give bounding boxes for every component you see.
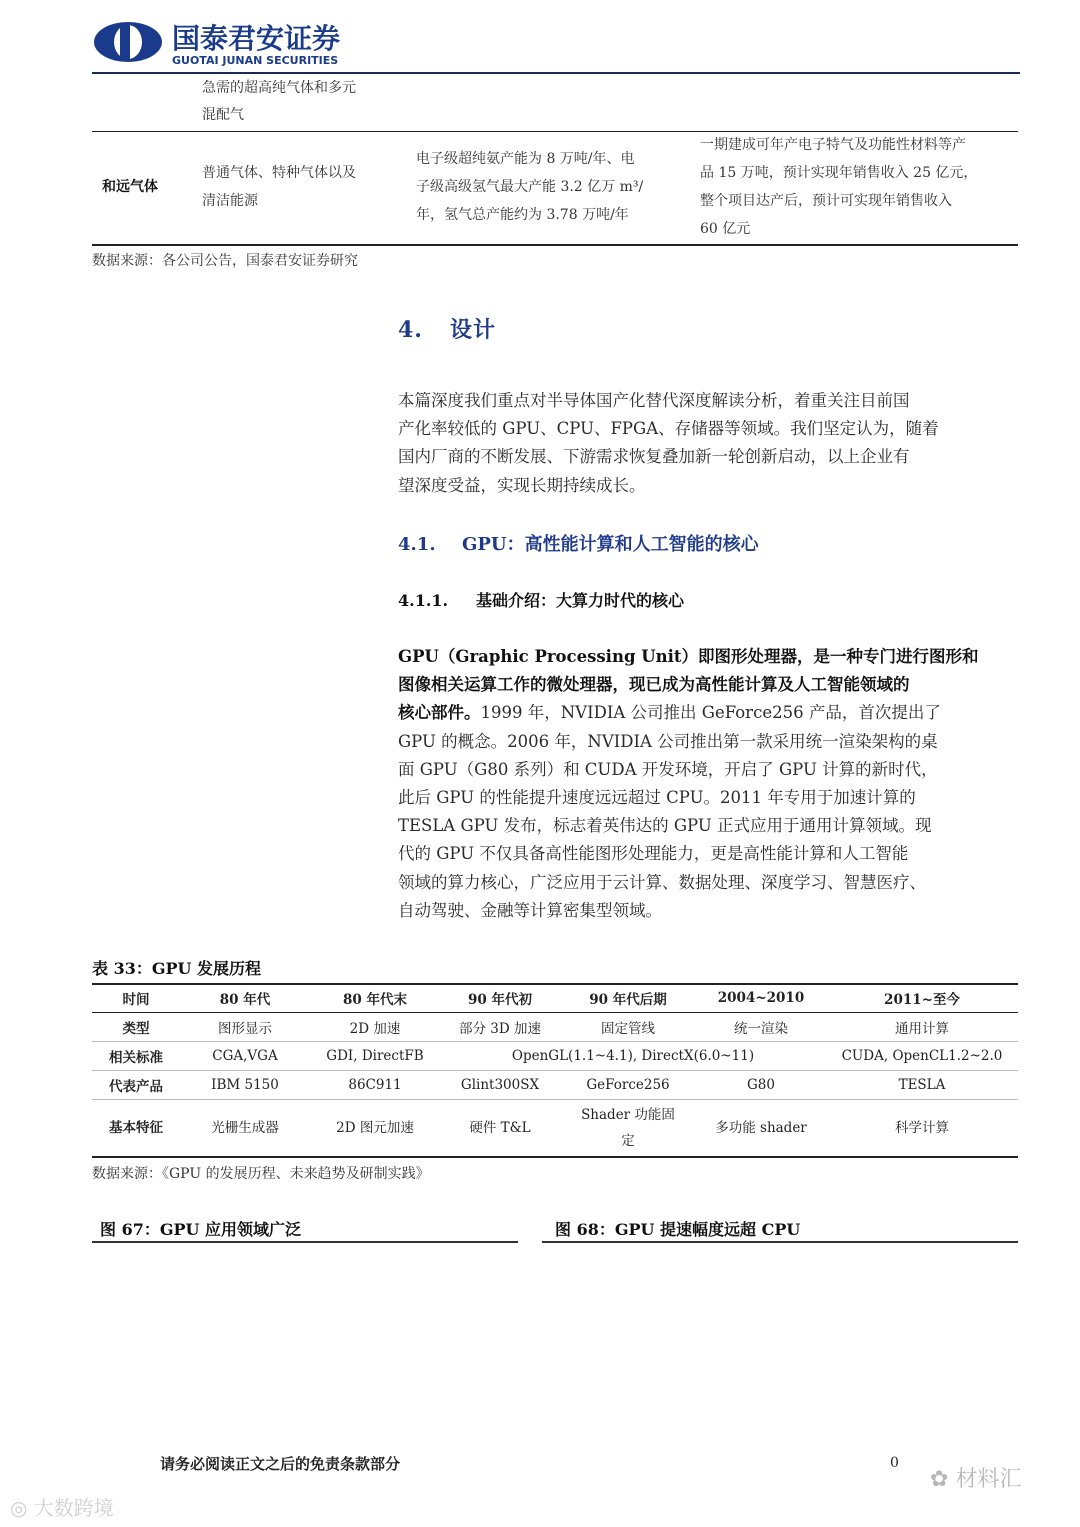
section-4-number: 4. <box>398 317 423 343</box>
section-4-1-number: 4.1. <box>398 534 436 555</box>
products-line2: 清洁能源 <box>202 193 258 209</box>
table-cell: Glint300SX <box>440 1070 560 1099</box>
table-cell: 统一渲染 <box>696 1012 826 1041</box>
capacity-line1: 电子级超纯氨产能为 8 万吨/年、电 <box>416 151 635 167</box>
watermark-left <box>10 1492 114 1521</box>
table-row <box>92 1070 1018 1099</box>
header-cell: 90 年代初 <box>440 984 560 1012</box>
plan-line3: 整个项目达产后，预计可实现年销售收入 <box>700 193 952 209</box>
header-cell: 80 年代 <box>180 984 310 1012</box>
table-cell <box>560 1099 696 1157</box>
header-cell: 80 年代末 <box>310 984 440 1012</box>
section-4-heading <box>398 313 496 344</box>
gpu-para-line: GPU 的概念。2006 年，NVIDIA 公司推出第一款采用统一渲染架构的桌 <box>398 731 938 751</box>
table-row <box>92 1099 1018 1157</box>
table-cell: IBM 5150 <box>180 1070 310 1099</box>
watermark-left-text: 大数跨境 <box>33 1496 114 1520</box>
watermark-right-text: 材料汇 <box>955 1467 1022 1492</box>
table-cell: G80 <box>696 1070 826 1099</box>
logo-en-text: GUOTAI JUNAN SECURITIES <box>172 54 339 67</box>
figure-67-rule <box>92 1241 518 1243</box>
company-name: 和远气体 <box>102 179 158 195</box>
row-label: 类型 <box>92 1012 180 1041</box>
section-4-1-heading <box>398 530 759 556</box>
gpu-table-source: 数据来源：《GPU 的发展历程、未来趋势及研制实践》 <box>92 1166 430 1182</box>
company-logo <box>92 18 392 70</box>
table-cell: GDI, DirectFB <box>310 1041 440 1070</box>
table-cell: 86C911 <box>310 1070 440 1099</box>
section-4-para-line: 望深度受益，实现长期持续成长。 <box>398 475 646 495</box>
header-cell: 2004~2010 <box>696 984 826 1012</box>
gpu-table-title: 表 33：GPU 发展历程 <box>92 959 262 978</box>
gpu-para-bold-lead: 核心部件。 <box>398 703 481 723</box>
table-cell: TESLA <box>826 1070 1018 1099</box>
header-cell: 90 年代后期 <box>560 984 696 1012</box>
table-row <box>92 1012 1018 1041</box>
cell-line: Shader 功能固 <box>581 1106 675 1123</box>
gpu-para-line: 领域的算力核心，广泛应用于云计算、数据处理、深度学习、智慧医疗、 <box>398 872 926 892</box>
table-cell: 部分 3D 加速 <box>440 1012 560 1041</box>
table-cell: 光栅生成器 <box>180 1099 310 1157</box>
plan-line4: 60 亿元 <box>700 221 751 237</box>
plan-line2: 品 15 万吨，预计实现年销售收入 25 亿元， <box>700 165 978 181</box>
gpu-para-line: 此后 GPU 的性能提升速度远远超过 CPU。2011 年专用于加速计算的 <box>398 788 916 808</box>
disclaimer-note: 请务必阅读正文之后的免责条款部分 <box>160 1455 401 1473</box>
table-cell: 2D 图元加速 <box>310 1099 440 1157</box>
figure-68-title: 图 68：GPU 提速幅度远超 CPU <box>555 1220 801 1239</box>
weibo-icon: ◎ <box>10 1496 34 1520</box>
table-cell: CGA,VGA <box>180 1041 310 1070</box>
section-4-para-line: 国内厂商的不断发展、下游需求恢复叠加新一轮创新启动，以上企业有 <box>398 447 910 467</box>
section-4-1-1-number: 4.1.1. <box>398 591 449 610</box>
top-table-source: 数据来源：各公司公告，国泰君安证券研究 <box>92 253 358 269</box>
table-cell: 2D 加速 <box>310 1012 440 1041</box>
wechat-icon: ✿ <box>930 1467 956 1492</box>
gpu-para-text: 1999 年，NVIDIA 公司推出 GeForce256 产品，首次提出了 <box>480 703 941 723</box>
gpu-para-bold-line: 图像相关运算工作的微处理器，现已成为高性能计算及人工智能领域的 <box>398 675 910 695</box>
gpu-intro-paragraph <box>398 643 990 925</box>
logo-cn-text: 国泰君安证券 <box>172 22 341 55</box>
figure-67-title: 图 67：GPU 应用领域广泛 <box>100 1220 302 1239</box>
table-row <box>92 1041 1018 1070</box>
table-cell: 多功能 shader <box>696 1099 826 1157</box>
table-cell: 硬件 T&L <box>440 1099 560 1157</box>
section-4-1-title: GPU：高性能计算和人工智能的核心 <box>462 534 759 555</box>
table-cell: OpenGL(1.1~4.1), DirectX(6.0~11) <box>440 1041 826 1070</box>
table-cell: 图形显示 <box>180 1012 310 1041</box>
page-number: 0 <box>890 1455 899 1471</box>
row-label: 基本特征 <box>92 1099 180 1157</box>
products-line1: 普通气体、特种气体以及 <box>202 165 356 181</box>
table-header-row <box>92 984 1018 1012</box>
section-4-paragraph <box>398 387 990 500</box>
figure-68-rule <box>542 1241 1018 1243</box>
row-label: 相关标准 <box>92 1041 180 1070</box>
header-cell: 2011~至今 <box>826 984 1018 1012</box>
header-cell: 时间 <box>92 984 180 1012</box>
table-cell: CUDA, OpenCL1.2~2.0 <box>826 1041 1018 1070</box>
gpu-para-line: TESLA GPU 发布，标志着英伟达的 GPU 正式应用于通用计算领域。现 <box>398 816 932 836</box>
plan-line1: 一期建成可年产电子特气及功能性材料等产 <box>700 137 966 153</box>
gpu-history-table <box>92 983 1018 1158</box>
gpu-para-line: 自动驾驶、金融等计算密集型领域。 <box>398 900 662 920</box>
row-label: 代表产品 <box>92 1070 180 1099</box>
capacity-line2: 子级高级氢气最大产能 3.2 亿万 m³/ <box>416 179 644 195</box>
gpu-para-line: 代的 GPU 不仅具备高性能图形处理能力，更是高性能计算和人工智能 <box>398 844 909 864</box>
cell-line: 定 <box>621 1132 635 1149</box>
table-cell: 固定管线 <box>560 1012 696 1041</box>
section-4-1-1-title: 基础介绍：大算力时代的核心 <box>476 591 685 610</box>
prev-row-products-line1: 急需的超高纯气体和多元 <box>202 80 356 96</box>
section-4-1-1-heading <box>398 588 684 611</box>
table-cell: GeForce256 <box>560 1070 696 1099</box>
section-4-para-line: 本篇深度我们重点对半导体国产化替代深度解读分析，着重关注目前国 <box>398 391 910 410</box>
table-cell: 科学计算 <box>826 1099 1018 1157</box>
section-4-title: 设计 <box>450 317 497 343</box>
capacity-line3: 年，氢气总产能约为 3.78 万吨/年 <box>416 207 629 223</box>
gpu-para-line: 面 GPU（G80 系列）和 CUDA 开发环境，开启了 GPU 计算的新时代， <box>398 759 938 779</box>
prev-row-products-line2: 混配气 <box>202 107 244 123</box>
watermark-right <box>930 1462 1021 1493</box>
gpu-para-bold-line: GPU（Graphic Processing Unit）即图形处理器，是一种专门进行图形和 <box>398 647 979 666</box>
table-bottom-rule <box>92 244 1018 246</box>
table-cell: 通用计算 <box>826 1012 1018 1041</box>
section-4-para-line: 产化率较低的 GPU、CPU、FPGA、存储器等领域。我们坚定认为，随着 <box>398 419 939 439</box>
